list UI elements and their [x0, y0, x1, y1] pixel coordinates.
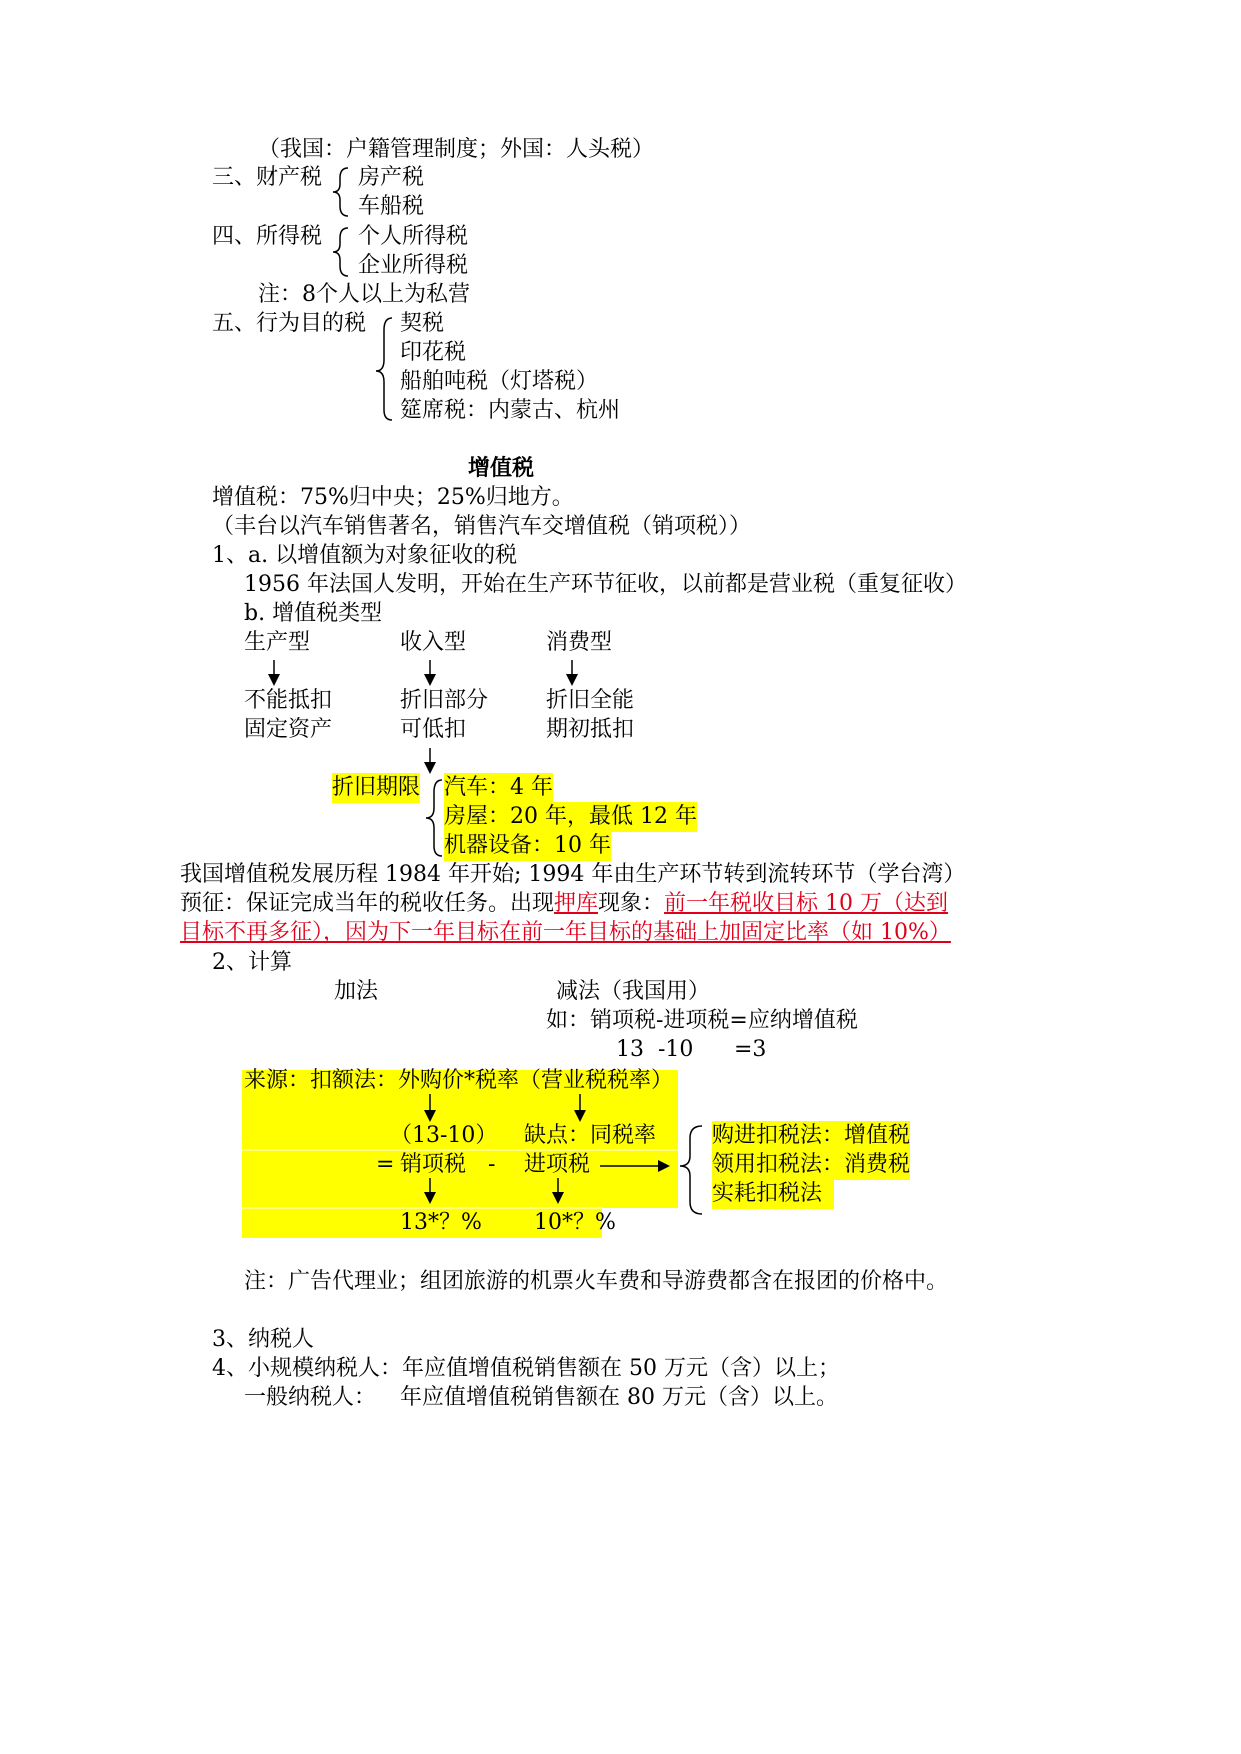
brace-income [333, 228, 348, 276]
vat-type-desc: 折旧部分 [400, 688, 489, 713]
depreciation-item: 房屋：20 年，最低 12 年 [444, 802, 697, 832]
method-add: 加法 [334, 979, 379, 1004]
formula-num: 13 [616, 1037, 644, 1062]
input-rate: 10*？% [534, 1210, 616, 1235]
vat-type-desc: 期初抵扣 [546, 717, 635, 742]
vat-point-3: 3、纳税人 [212, 1327, 314, 1352]
deduct-method: 领用扣税法：消费税 [712, 1150, 910, 1180]
diff-value: （13-10） [390, 1123, 498, 1148]
general-taxpayer-text: 年应值增值税销售额在 80 万元（含）以上。 [400, 1385, 838, 1410]
minus-sign: - [488, 1152, 496, 1177]
prepay-mid: 现象： [598, 891, 665, 916]
property-tax-item: 车船税 [358, 194, 425, 219]
income-tax-item: 企业所得税 [358, 253, 469, 278]
prepay-red-text: 前一年税收目标 10 万（达到 [664, 891, 949, 916]
behavior-tax-item: 印花税 [400, 340, 467, 365]
private-enterprise-note: 注：8个人以上为私营 [258, 282, 470, 307]
prepay-red-text-2: 目标不再多征），因为下一年目标在前一年目标的基础上加固定比率（如 10%） [180, 920, 951, 945]
behavior-tax-label: 五、行为目的税 [212, 311, 367, 336]
source-line: 来源：扣额法：外购价*税率（营业税税率） [244, 1068, 674, 1093]
income-tax-label: 四、所得税 [212, 224, 323, 249]
population-tax-note: （我国：户籍管理制度；外国：人头税） [258, 137, 655, 162]
behavior-tax-item: 契税 [400, 311, 445, 336]
formula-num: -10 [658, 1037, 694, 1062]
output-rate: 13*？% [400, 1210, 482, 1235]
equals-sign: = [376, 1152, 395, 1177]
drawback: 缺点：同税率 [524, 1123, 657, 1148]
behavior-tax-item: 船舶吨税（灯塔税） [400, 369, 599, 394]
vat-title: 增值税 [468, 456, 535, 481]
property-tax-item: 房产税 [358, 165, 425, 190]
vat-example: （丰台以汽车销售著名，销售汽车交增值税（销项税）） [212, 514, 752, 539]
vat-type-name: 消费型 [546, 630, 613, 655]
vat-type-desc: 可低扣 [400, 717, 467, 742]
income-tax-item: 个人所得税 [358, 224, 469, 249]
vat-share: 增值税：75%归中央；25%归地方。 [212, 485, 574, 510]
vat-type-desc: 固定资产 [244, 717, 333, 742]
formula: 如：销项税-进项税=应纳增值税 [546, 1008, 858, 1033]
depreciation-item: 汽车：4 年 [444, 773, 553, 803]
vat-point-4-small: 4、小规模纳税人：年应值增值税销售额在 50 万元（含）以上； [212, 1356, 840, 1381]
prepay-term: 押库 [554, 891, 599, 916]
method-sub: 减法（我国用） [556, 979, 711, 1004]
travel-note: 注：广告代理业；组团旅游的机票火车费和导游费都含在报团的价格中。 [244, 1269, 949, 1294]
brace-depreciation [426, 780, 442, 856]
depreciation-item: 机器设备：10 年 [444, 831, 611, 861]
vat-type-desc: 不能抵扣 [244, 688, 333, 713]
vat-history-1956: 1956 年法国人发明，开始在生产环节征收，以前都是营业税（重复征收） [244, 572, 967, 597]
formula-num: =3 [734, 1037, 767, 1062]
depreciation-label: 折旧期限 [332, 773, 420, 803]
general-taxpayer-label: 一般纳税人： [244, 1385, 377, 1410]
vat-type-desc: 折旧全能 [546, 688, 635, 713]
brace-property [333, 168, 348, 216]
vat-point-1b: b. 增值税类型 [244, 601, 383, 626]
prepay-prefix: 预征：保证完成当年的税收任务。出现 [180, 891, 555, 916]
output-tax: 销项税 [400, 1152, 467, 1177]
input-tax: 进项税 [524, 1152, 591, 1177]
brace-behavior [376, 318, 392, 420]
deduct-method: 购进扣税法：增值税 [712, 1121, 910, 1151]
behavior-tax-item: 筵席税：内蒙古、杭州 [400, 398, 621, 423]
vat-type-name: 生产型 [244, 630, 311, 655]
vat-point-2: 2、计算 [212, 950, 292, 975]
vat-point-1a: 1、a. 以增值额为对象征收的税 [212, 543, 518, 568]
vat-development: 我国增值税发展历程 1984 年开始; 1994 年由生产环节转到流转环节（学台湾） [180, 862, 966, 887]
brace-deduct [680, 1126, 702, 1214]
deduct-method: 实耗扣税法 [712, 1179, 834, 1209]
property-tax-label: 三、财产税 [212, 165, 323, 190]
vat-type-name: 收入型 [400, 630, 467, 655]
